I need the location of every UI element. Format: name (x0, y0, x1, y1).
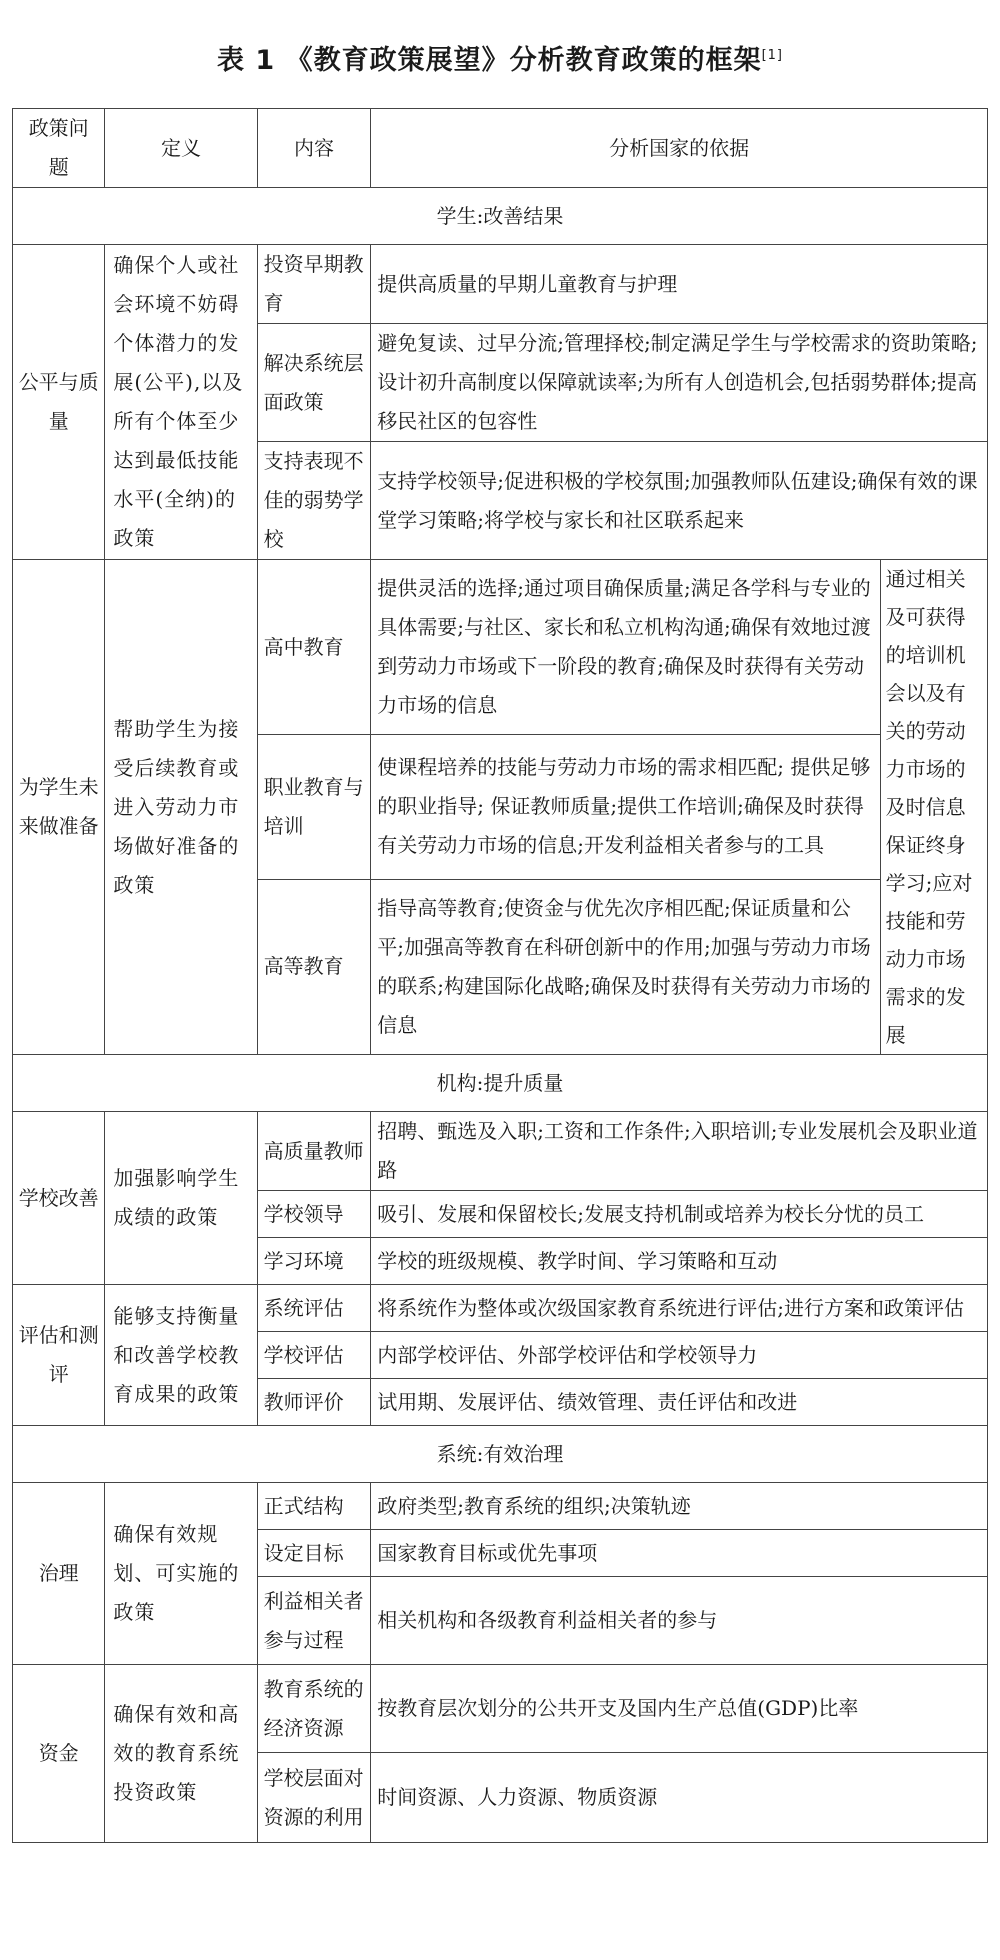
basis-shared-cell: 通过相关及可获得的培训机会以及有关的劳动力市场的及时信息保证终身学习;应对技能和劳动力市场需求的发展 (880, 560, 987, 1055)
basis-cell: 试用期、发展评估、绩效管理、责任评估和改进 (371, 1379, 988, 1426)
content-cell: 学校领导 (257, 1191, 371, 1238)
basis-cell: 指导高等教育;使资金与优先次序相匹配;保证质量和公平;加强高等教育在科研创新中的作用;加强与劳动力市场的联系;构建国际化战略;确保及时获得有关劳动力市场的信息 (371, 879, 880, 1054)
header-basis: 分析国家的依据 (371, 109, 988, 188)
content-cell: 学校层面对资源的利用 (257, 1753, 371, 1843)
section-row (13, 1055, 988, 1112)
table-row (13, 1665, 988, 1753)
basis-cell: 支持学校领导;促进积极的学校氛围;加强教师队伍建设;确保有效的课堂学习策略;将学校与家长和社区联系起来 (371, 442, 988, 560)
definition-equity-quality: 确保个人或社会环境不妨碍个体潜力的发展(公平),以及所有个体至少达到最低技能水平(全纳)的政策 (105, 245, 257, 560)
header-content: 内容 (257, 109, 371, 188)
content-cell: 解决系统层面政策 (257, 324, 371, 442)
policy-framework-table (12, 108, 988, 1843)
issue-future-preparation: 为学生未来做准备 (13, 560, 105, 1055)
table-row (13, 560, 988, 735)
content-cell: 支持表现不佳的弱势学校 (257, 442, 371, 560)
basis-cell: 招聘、甄选及入职;工资和工作条件;入职培训;专业发展机会及职业道路 (371, 1112, 988, 1191)
issue-school-improvement: 学校改善 (13, 1112, 105, 1285)
basis-cell: 将系统作为整体或次级国家教育系统进行评估;进行方案和政策评估 (371, 1285, 988, 1332)
basis-cell: 内部学校评估、外部学校评估和学校领导力 (371, 1332, 988, 1379)
content-cell: 高等教育 (257, 879, 371, 1054)
content-cell: 教育系统的经济资源 (257, 1665, 371, 1753)
content-cell: 系统评估 (257, 1285, 371, 1332)
table-row (13, 245, 988, 324)
section-row (13, 1426, 988, 1483)
section-students: 学生:改善结果 (13, 188, 988, 245)
header-definition: 定义 (105, 109, 257, 188)
table-title (0, 38, 1000, 77)
definition-evaluation-assessment: 能够支持衡量和改善学校教育成果的政策 (105, 1285, 257, 1426)
content-cell: 职业教育与培训 (257, 735, 371, 880)
content-cell: 教师评价 (257, 1379, 371, 1426)
definition-future-preparation: 帮助学生为接受后续教育或进入劳动力市场做好准备的政策 (105, 560, 257, 1055)
table-row (13, 1285, 988, 1332)
issue-funding: 资金 (13, 1665, 105, 1843)
content-cell: 学习环境 (257, 1238, 371, 1285)
header-issue: 政策问题 (13, 109, 105, 188)
basis-cell: 国家教育目标或优先事项 (371, 1530, 988, 1577)
table-row (13, 1483, 988, 1530)
definition-governance: 确保有效规划、可实施的政策 (105, 1483, 257, 1665)
basis-cell: 提供高质量的早期儿童教育与护理 (371, 245, 988, 324)
content-cell: 利益相关者参与过程 (257, 1577, 371, 1665)
footnote-reference: [1] (761, 48, 783, 63)
section-row (13, 188, 988, 245)
basis-cell: 政府类型;教育系统的组织;决策轨迹 (371, 1483, 988, 1530)
content-cell: 投资早期教育 (257, 245, 371, 324)
issue-equity-quality: 公平与质量 (13, 245, 105, 560)
basis-cell: 按教育层次划分的公共开支及国内生产总值(GDP)比率 (371, 1665, 988, 1753)
basis-cell: 相关机构和各级教育利益相关者的参与 (371, 1577, 988, 1665)
table-title-text: 表 1 《教育政策展望》分析教育政策的框架 (216, 45, 762, 76)
table-row (13, 1112, 988, 1191)
basis-cell: 时间资源、人力资源、物质资源 (371, 1753, 988, 1843)
content-cell: 正式结构 (257, 1483, 371, 1530)
section-institutions: 机构:提升质量 (13, 1055, 988, 1112)
basis-cell: 学校的班级规模、教学时间、学习策略和互动 (371, 1238, 988, 1285)
definition-funding: 确保有效和高效的教育系统投资政策 (105, 1665, 257, 1843)
table-header-row (13, 109, 988, 188)
basis-cell: 避免复读、过早分流;管理择校;制定满足学生与学校需求的资助策略;设计初升高制度以保障就读率;为所有人创造机会,包括弱势群体;提高移民社区的包容性 (371, 324, 988, 442)
basis-cell: 提供灵活的选择;通过项目确保质量;满足各学科与专业的具体需要;与社区、家长和私立机构沟通;确保有效地过渡到劳动力市场或下一阶段的教育;确保及时获得有关劳动力市场的信息 (371, 560, 880, 735)
basis-cell: 使课程培养的技能与劳动力市场的需求相匹配; 提供足够的职业指导; 保证教师质量;提供工作培训;确保及时获得有关劳动力市场的信息;开发利益相关者参与的工具 (371, 735, 880, 880)
issue-governance: 治理 (13, 1483, 105, 1665)
content-cell: 高质量教师 (257, 1112, 371, 1191)
basis-cell: 吸引、发展和保留校长;发展支持机制或培养为校长分忧的员工 (371, 1191, 988, 1238)
content-cell: 设定目标 (257, 1530, 371, 1577)
section-system: 系统:有效治理 (13, 1426, 988, 1483)
content-cell: 高中教育 (257, 560, 371, 735)
issue-evaluation-assessment: 评估和测评 (13, 1285, 105, 1426)
content-cell: 学校评估 (257, 1332, 371, 1379)
definition-school-improvement: 加强影响学生成绩的政策 (105, 1112, 257, 1285)
